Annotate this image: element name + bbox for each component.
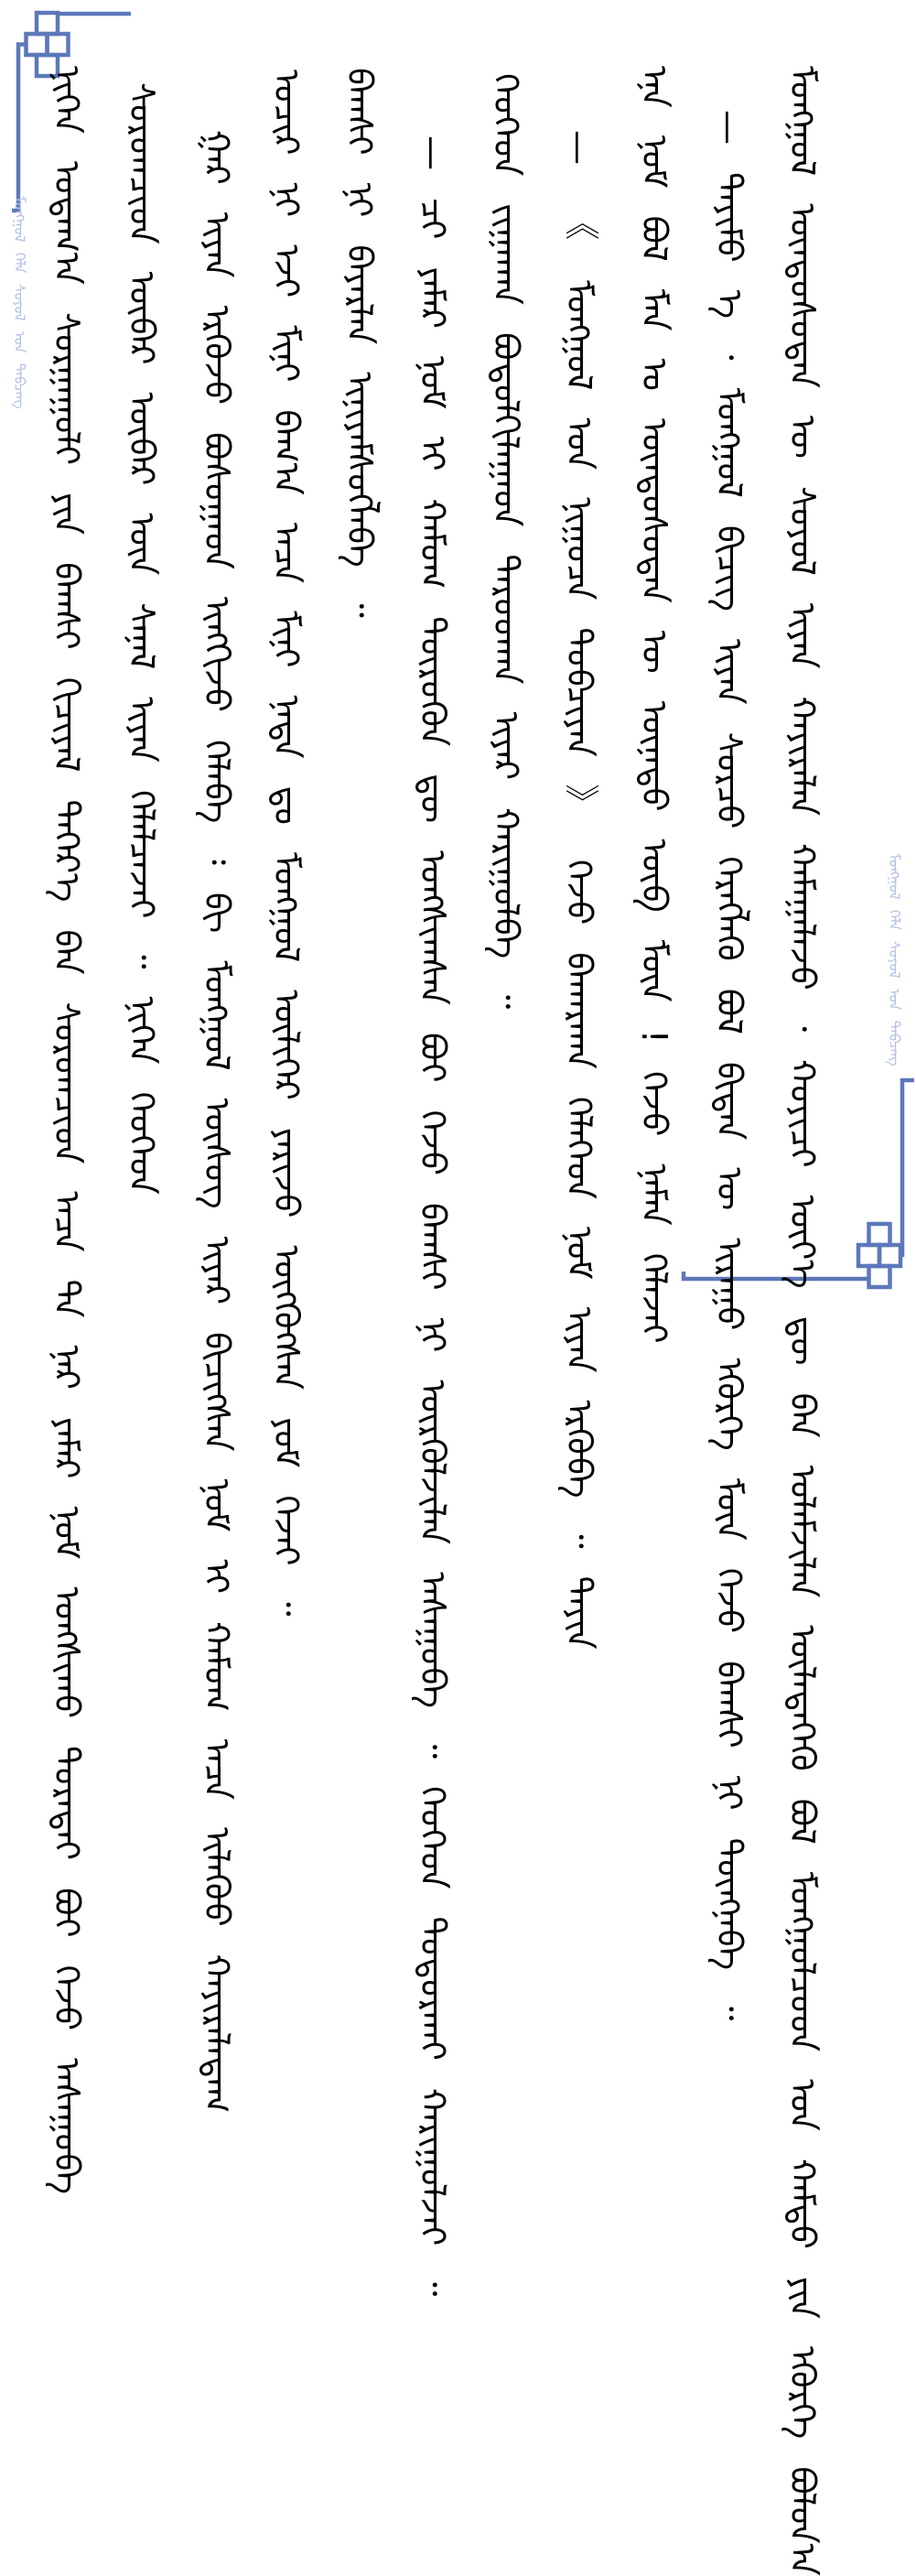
- text-column-2: ᠰᠤᠷᠤᠭᠴᠢᠳ ᠥᠪᠡᠷ ᠥᠪᠡᠷ ᠦᠨ ᠰᠠᠨᠠᠯ ᠢᠶᠠᠨ ᠬᠡᠯᠡᠯᠴᠡᠵᠡᠢ ᠃ ᠨᠢᠭᠡᠨ ᠬᠡᠦᠬᠡᠳ: [122, 82, 162, 1195]
- text-column-3: ᠭᠠᠷ ᠢᠶᠠᠨ ᠡᠷᠭᠦᠵᠦ ᠪᠣᠰᠤᠭᠠᠳ ᠢᠩᠭᠢᠵᠦ ᠬᠡᠯᠡᠪᠡ ᠄ ᠪᠢ ᠮᠣᠩᠭᠣᠯ ᠦᠰᠦᠭ ᠢᠶᠡᠷ ᠪᠢᠴᠢᠭᠰᠡᠨ ᠨᠣᠮ ᠢ ᠬᠠᠮᠤᠭ ᠠᠴᠠ ᠢᠯᠡᠭᠦᠦ ᠬᠠᠶᠢᠷᠠᠯᠠᠳᠠᠭ: [197, 130, 237, 2114]
- text-column-5: ᠪᠠᠭᠰᠢ ᠨᠢ ᠪᠠᠶᠠᠷᠯᠠᠨ ᠢᠨᠢᠶᠡᠮᠰᠦᠭᠯᠡᠪᠡ ᠃: [339, 68, 380, 618]
- text-column-4: ᠤᠴᠢᠷ ᠨᠢ ᠡᠵᠢ ᠮᠢᠨᠢ ᠪᠠᠭ᠎ᠠ ᠠᠴᠠ ᠮᠢᠨᠢ ᠨᠠᠳᠠ ᠳᠤ ᠮᠣᠩᠭᠣᠯ ᠦᠯᠢᠭᠡᠷ ᠶᠠᠷᠢᠵᠤ ᠥᠭᠭᠦᠭᠰᠡᠨ ᠶᠤᠮ ᠭᠡᠵᠡᠢ ᠃: [266, 70, 307, 1617]
- text-column-10: — ᠲᠡᠶᠢᠮᠦ ᠡ ᠂ ᠮᠣᠩᠭᠣᠯ ᠪᠢᠴᠢᠭ ᠢᠶᠡᠨ ᠰᠤᠷᠴᠤ ᠬᠡᠷᠡᠭᠯᠡᠬᠦ ᠪᠣᠯ ᠪᠢᠳᠡᠨ ᠦ ᠢᠷᠠᠭᠤ ᠡᠭᠦᠷᠭᠡ ᠮᠥᠨ ᠭᠡᠵᠦ ᠪᠠᠭᠰᠢ ᠨᠢ ᠳᠦᠩᠨᠡᠪᠡ ᠃: [709, 110, 749, 2021]
- left-rule-line: [12, 45, 27, 211]
- text-column-6: — ᠴᠢ ᠶᠠᠮᠠᠷ ᠨᠣᠮ ᠢ ᠬᠠᠮᠤᠭ ᠲᠦᠷᠦᠭᠦᠨ ᠳᠦ ᠤᠩᠰᠢᠭᠰᠠᠨ ᠪᠤᠢ ᠭᠡᠵᠦ ᠪᠠᠭᠰᠢ ᠨᠢ ᠦᠷᠭᠦᠯᠵᠢᠯᠡᠨ ᠠᠰᠠᠭᠤᠪᠠ ᠃ ᠬᠡᠦᠬᠡᠳ ᠲᠣᠳᠣᠷᠬᠠᠢ ᠬᠠᠷᠢᠭᠤᠯᠵᠠᠢ ᠃: [413, 135, 453, 2297]
- text-column-11: ᠮᠣᠩᠭᠣᠯ ᠦᠨᠳᠦᠰᠦᠲᠡᠨ ᠦ ᠰᠣᠶᠣᠯ ᠢᠶᠠᠨ ᠬᠠᠶᠢᠷᠠᠯᠠᠨ ᠬᠠᠮᠠᠭᠠᠯᠠᠵᠤ ᠂ ᠬᠣᠶᠢᠴᠢ ᠦᠶ᠎ᠡ ᠳᠦ ᠪᠡᠨ ᠤᠯᠠᠮᠵᠢᠯᠠᠨ ᠦᠯᠡᠳᠡᠭᠡᠬᠦ ᠪᠣᠯ ᠮᠣᠩᠭᠣᠯᠴᠤᠳ ᠤᠨ ᠬᠠᠮᠲᠤ ᠶᠢᠨ ᠡᠭᠦᠷᠭᠡ ᠪᠣᠯᠤᠨ᠎ᠠ: [782, 66, 823, 2576]
- text-column-1: ᠨᠢᠭᠡᠨ ᠤᠳᠠᠭ᠎ᠠ ᠰᠤᠷᠭᠠᠭᠤᠯᠢ ᠶᠢᠨ ᠪᠠᠭᠰᠢ ᠬᠢᠴᠢᠶᠡᠯ ᠳᠡᠭᠡᠷ᠎ᠡ ᠪᠡᠨ ᠰᠤᠷᠤᠭᠴᠢᠳ ᠠᠴᠠ ᠲᠠ ᠨᠠᠷ ᠶᠠᠮᠠᠷ ᠨᠣᠮ ᠤᠩᠰᠢᠬᠤ ᠳᠤᠷᠠᠲᠠᠢ ᠪᠤᠢ ᠭᠡᠵᠦ ᠠᠰᠠᠭᠤᠪᠠ: [47, 66, 87, 2194]
- text-column-8: — 《 ᠮᠣᠩᠭᠣᠯ ᠤᠨ ᠨᠢᠭᠤᠴᠠ ᠲᠣᠪᠴᠢᠶᠠᠨ 》 ᠭᠡᠵᠦ ᠪᠠᠬᠠᠷᠬᠠᠨ ᠬᠡᠯᠡᠭᠡᠳ ᠨᠣᠮ ᠢᠶᠠᠨ ᠡᠷᠭᠦᠪᠡ ᠃ ᠲᠡᠶᠢᠨ: [559, 130, 599, 1650]
- text-column-7: ᠬᠡᠦᠬᠡᠳ ᠵᠢᠭᠠᠬᠠᠨ ᠪᠣᠳᠣᠯᠬᠢᠯᠠᠭᠠᠳ ᠳᠠᠷᠤᠤᠬᠠᠨ ᠢᠶᠠᠷ ᠬᠠᠷᠢᠭᠤᠯᠪᠠ ᠃: [486, 73, 526, 1010]
- right-rule-line: [900, 1080, 914, 1255]
- watermark-left: ᠮᠣᠩᠭᠣᠯ ᠬᠡᠯᠡ ᠰᠣᠶᠣᠯ ᠤᠨ ᠲᠠᠪᠴᠠᠩ: [11, 196, 28, 409]
- text-column-9: ᠡᠨᠡ ᠨᠣᠮ ᠪᠣᠯ ᠮᠠᠨ ᠤ ᠦᠨᠳᠦᠰᠦᠲᠡᠨ ᠦ ᠦᠨᠡᠲᠦ ᠥᠪ ᠮᠥᠨ ! ᠭᠡᠵᠦ ᠨᠡᠮᠡᠨ ᠬᠡᠯᠡᠵᠡᠢ: [634, 66, 674, 1344]
- watermark-right: ᠮᠣᠩᠭᠣᠯ ᠬᠡᠯᠡ ᠰᠣᠶᠣᠯ ᠤᠨ ᠲᠠᠪᠴᠠᠩ: [886, 853, 903, 1066]
